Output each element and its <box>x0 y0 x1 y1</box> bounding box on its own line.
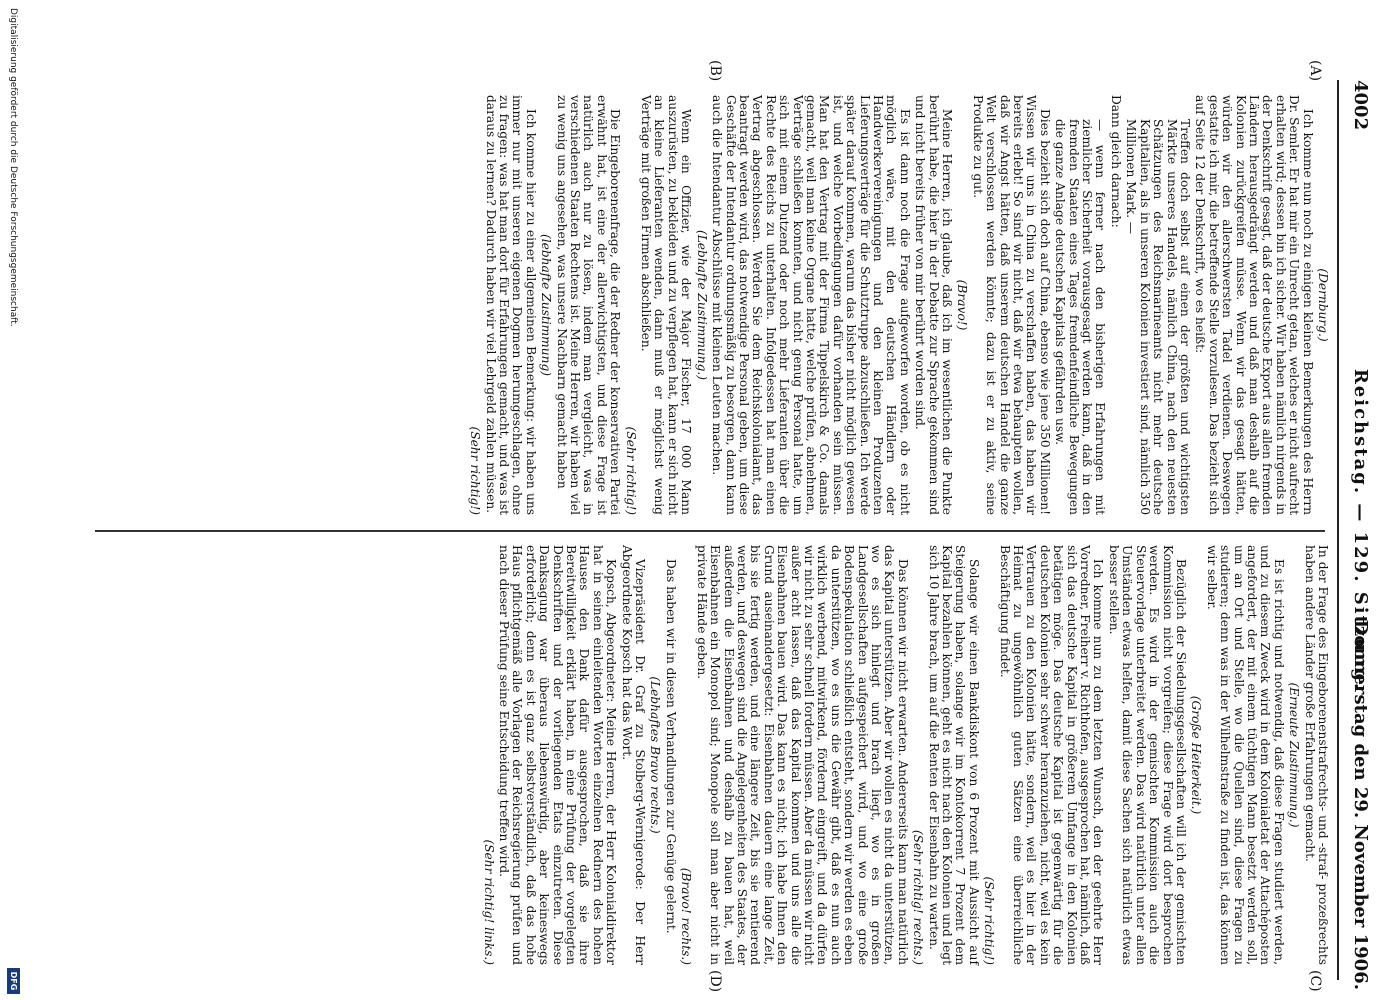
reaction: (Sehr richtig!) <box>623 426 638 515</box>
paragraph: Dies bezieht sich doch auf China, ebenso wie jene 350 Millionen! Wissen wir uns in China zu verschaffen haben, das haben wir bereits erlebt! So sind wir nicht, daß wir etwa behaupten wollen, daß wir Angst hätten, daß unserem deutschen Handel die ganze Welt verschlossen werden könnte; dazu ist er zu aktiv, seine Produkte zu gut. <box>970 95 1052 515</box>
margin-mark-b: (B) <box>707 60 723 82</box>
reaction: (lebhafte Zustimmung) <box>539 233 554 376</box>
paragraph: Es ist dann noch die Frage aufgeworfen worden, ob es nicht möglich wäre, mit den deutschen Händlern oder Handwerkervereinigungen und den kleinen Produzenten Lieferungsverträge für die Schutztruppe abzuschließen. Ich werde später darauf kommen, warum das bisher nicht möglich gewesen ist, und welche Vorbedingungen dafür vorhanden sein müssen. Man hat den Vertrag mit der Firma Tippelskirch & Co. damals gemacht, weil man keine Organe hatte, welche prüfen, abnehmen, Verträge schließen konnten, und nicht genug Personal hatte, um sich mit einem Dutzend oder noch mehr Lieferanten über die Rechte des Reichs zu unterhalten. Infolgedessen hat man einen Vertrag abgeschlossen. Werden Sie dem Reichskolonialamt, das beantragt werden wird, das notwendige Personal geben, um diese Geschäfte der Intendantur ordnungsmäßig zu besorgen, dann kann auch die Intendantur Abschlüsse mit kleinen Leuten machen. <box>710 95 912 515</box>
paragraph: Kopsch, Abgeordneter: Meine Herren, der Herr Kolonialdirektor hat in seinen einleitenden Worten einzelnen Rednern des hohen Hauses den Dank dafür ausgesprochen, daß sie ihre Bereitwilligkeit erklärt haben, in eine Prüfung der vorgelegten Denkschriften und der vorliegenden Etats einzutreten. Diese Danksagung war überaus liebenswürdig, aber keineswegs erforderlich; denn es ist ganz selbstverständlich, daß das hohe Haus pflichtgemäß alle Vorlagen der Reichsregierung prüfen und nach dieser Prüfung seine Entscheidung treffen wird. <box>497 545 619 965</box>
quote: — wenn ferner nach den bisherigen Erfahrungen mit ziemlicher Sicherheit vorausgesagt werden kann, daß in den fremden Staaten eines Tages fremdenfeindliche Bewegungen die ganze Anlage deutschen Kapitals gefährden usw. <box>1053 119 1108 515</box>
speaker-label: (Dernburg.) <box>1316 268 1330 342</box>
paragraph: Vizepräsident Dr. Graf zu Stolberg-Wernigerode: Der Herr Abgeordnete Kopsch hat das Wort. <box>619 545 648 965</box>
reaction: (Erneute Zustimmung.) <box>1287 682 1302 828</box>
margin-mark-d: (D) <box>707 970 723 993</box>
paragraph: Wenn ein Offizier, wie der Major Fischer, 17 000 Mann auszurüsten, zu bekleiden und zu verpflegen hat, kann er sich nicht an kleine Lieferanten wenden, dann muß er möglichst wenig Verträge mit großen Firmen abschließen. <box>639 95 694 515</box>
funding-note: Digitalisierung gefördert durch die Deutsche Forschungsgemeinschaft. <box>8 8 18 327</box>
paragraph: Bezüglich der Siedelungsgesellschaften will ich der gemischten Kommission nicht vorgreifen; diese Frage wird dort besprochen werden. Es wird in der gemischten Kommission auch die Steuervorlage unterbreitet werden. Das wird natürlich unter allen Umständen etwas helfen, damit diese Sachen sich natürlich etwas besser stellen. <box>1106 545 1188 965</box>
left-column <box>466 95 1329 515</box>
page-header <box>1341 80 1371 990</box>
reaction: (Bravo! rechts.) <box>679 867 694 965</box>
header-title: Reichstag. — 129. Sitzung. <box>1350 368 1371 692</box>
reaction: (Sehr richtig!) <box>468 426 483 515</box>
right-column <box>479 545 1329 965</box>
dfg-logo: DFG <box>7 968 20 994</box>
paragraph: Das können wir nicht erwarten. Andererseits kann man natürlich das Kapital unterstützen. Aber wir wollen es nicht da unterstützen, wo es sich hinlegt und brach liegt, wo es in großen Landgesellschaften aufgespeichert wird, und wo eine große Bodenspekulation schließlich entsteht, sondern wir werden es eben da unterstützen, wo es uns die Gewähr gibt, daß es nun auch wirklich werbend, mitwirkend, fördernd eingreift, und da dürfen wir nicht zu sehr schnell fordern müssen. Aber da müssen wir nicht außer acht lassen, daß das Kapital kommen und uns alle die Eisenbahnen bauen wird. Das kann es nicht; ich habe Ihnen den Grund auseinandergesetzt: Eisenbahnen dauern eine lange Zeit, bis sie fertig werden, und eine längere Zeit, bis sie rentierend werden, und deswegen sind die Angelegenheiten des Staates, der außerdem die Eisenbahnen und deshalb zu bauen hat, weil Eisenbahnen ein Monopol sind; Monopole soll man aber nicht in private Hände geben. <box>694 545 910 965</box>
header-date: Donnerstag den 29. November 1906. <box>1350 619 1371 990</box>
reaction: (Sehr richtig!) <box>982 876 997 965</box>
paragraph: Solange wir einen Bankdiskont von 6 Prozent mit Aussicht auf Steigerung haben, solange wir im Kontokorrent 7 Prozent dem Kapital bezahlen können, geht es nicht nach den Kolonien und legt sich 10 Jahre brach, um auf die Renten der Eisenbahn zu warten. <box>926 545 981 965</box>
quote: Treffen doch selbst auf einen der größten und wichtigsten Märkte unseres Handels, nämlich China, nach den neuesten Schätzungen des Reichsmarineamts nicht mehr deutsche Kapitalien, als in unseren Kolonien investiert sind, nämlich 350 Millionen Mark. — <box>1124 119 1192 515</box>
paragraph: Das haben wir in diesen Verhandlungen zur Genüge gelernt. <box>663 559 678 934</box>
reaction: (Sehr richtig! rechts.) <box>911 829 926 965</box>
paragraph: Die Eingeborenenfrage, die der Redner der konservativen Partei erwähnt hat, ist eine der allerwichtigsten, und diese Frage ist natürlich auch nur zu lösen, indem man vergleicht, was in verschiedenen Staaten Rechtens ist. Meine Herren, wir haben viel zu wenig uns angesehen, was unsere Nachbarn gemacht haben <box>554 95 623 515</box>
reaction: (Lebhafte Zustimmung.) <box>694 229 709 381</box>
page-number: 4002 <box>1350 80 1371 131</box>
reaction: (Große Heiterkeit.) <box>1189 695 1204 815</box>
paragraph: Meine Herren, ich glaube, daß ich im wesentlichen die Punkte berührt habe, die hier in der Debatte zur Sprache gekommen sind und nicht bereits früher von mir berührt worden sind. <box>913 95 955 515</box>
margin-mark-c: (C) <box>1307 970 1323 992</box>
paragraph: Ich komme nun zu dem letzten Wunsch, den der geehrte Herr Vorredner, Freiherr v. Richthofen, ausgesprochen hat, nämlich, daß sich das deutsche Kapital in größerem Umfange in den Kolonien betätigen möge. Das deutsche Kapital ist gegenwärtig für die deutschen Kolonien sehr schwer heranzuziehen, nicht, weil es kein Vertrauen zu den Kolonien hätte, sondern, weil es hier in der Heimat zu ungewöhnlich guten Sätzen eine überreichliche Beschäftigung findet. <box>997 545 1106 965</box>
paragraph: In der Frage des Eingeborenenstrafrechts- und -straf- prozeßrechts haben andere Länder große Erfahrungen gemacht. <box>1302 545 1330 965</box>
paragraph: Ich komme hier zu einer allgemeinen Bemerkung: wir haben uns immer nur mit unseren eigenen Dogmen herumgeschlagen, ohne zu fragen: was hat man dort für Erfahrungen gemacht, und was ist daraus zu lernen? Dadurch haben wir viel Lehrgeld zahlen müssen. <box>483 95 538 515</box>
margin-mark-a: (A) <box>1307 60 1323 82</box>
header-rule <box>1337 80 1339 980</box>
reaction: (Sehr richtig! links.) <box>481 839 496 965</box>
reaction: (Lebhaftes Bravo rechts.) <box>648 676 663 834</box>
column-separator <box>95 530 1325 532</box>
reaction: (Bravo!) <box>955 279 970 331</box>
paragraph: Dann gleich darnach: <box>1108 95 1123 228</box>
paragraph: Es ist richtig und notwendig, daß diese Fragen studiert werden, und zu diesem Zweck wird in dem Kolonialetat der Attachéposten angefordert, der mit einem tüchtigen Mann besetzt werden soll, um an Ort und Stelle, wo die Quellen sind, diese Fragen zu studieren; denn was in der Wilhelmstraße zu finden ist, das können wir selber. <box>1204 545 1286 965</box>
paragraph: Ich komme nun noch zu einigen kleinen Bemerkungen des Herrn Dr. Semler. Er hat mir ein Unrecht getan, welches er nicht aufrecht erhalten wird; dessen bin ich sicher. Wir haben nämlich nirgends in der Denkschrift gesagt, daß der deutsche Export aus allen fremden Ländern herausgedrängt werden und daß man deshalb auf die Kolonien zurückgreifen müsse. Wenn wir das gesagt hätten, würden wir den allerschwersten Tadel verdienen. Deswegen gestatte ich mir, die betreffende Stelle vorzulesen. Das bezieht sich auf Seite 12 der Denkschrift, wo es heißt: <box>1193 95 1315 515</box>
